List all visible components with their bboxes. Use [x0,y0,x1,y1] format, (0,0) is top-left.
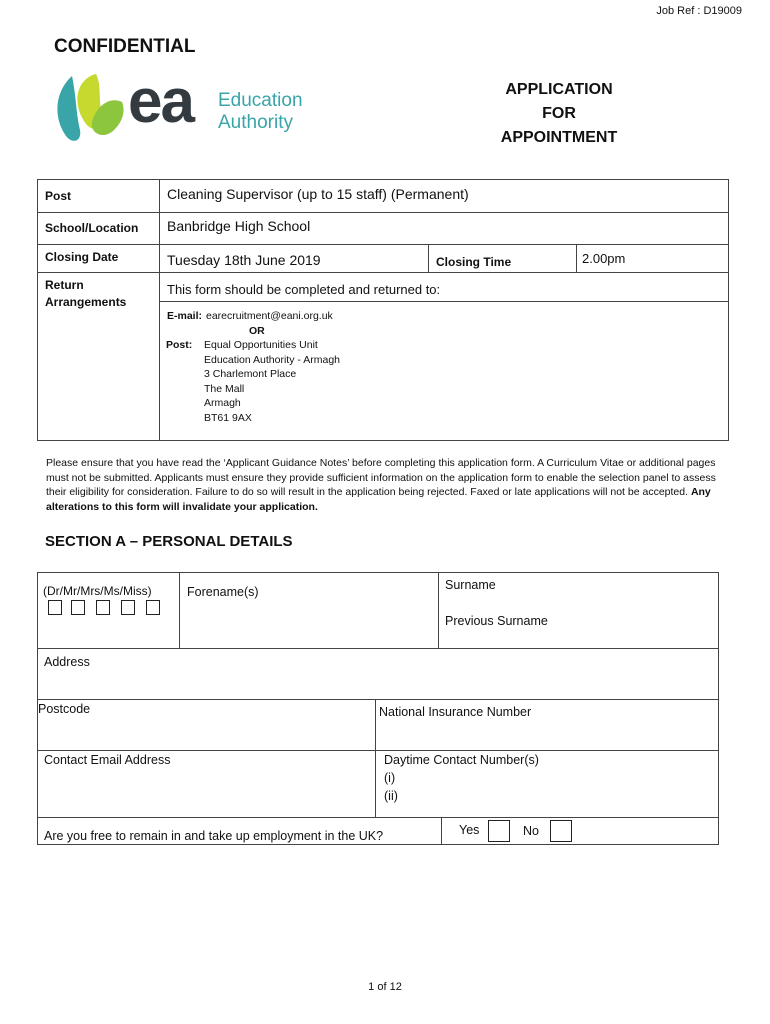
leaf-logo-icon [52,72,132,146]
surname-field[interactable]: Surname [445,578,496,592]
logo-ea-letters: ea [128,67,193,136]
daytime-number-i[interactable]: (i) [384,771,396,785]
guidance-paragraph [46,456,726,514]
uk-no-checkbox[interactable] [550,820,572,842]
title-checkbox-miss[interactable] [146,600,160,615]
job-reference: Job Ref : D19009 [656,5,742,17]
personal-details-form [37,572,719,845]
page-number: 1 of 12 [368,981,402,993]
ni-number-field[interactable]: National Insurance Number [379,705,532,719]
title-line-1: APPLICATION [505,81,613,98]
logo-line-2: Authority [218,112,293,133]
closing-time-value[interactable]: 2.00pm [582,251,626,266]
daytime-number-label: Daytime Contact Number(s) [384,753,539,767]
guidance-text: Please ensure that you have read the ‘Applicant Guidance Notes’ before completing this application form. A Curriculum Vitae or additional pages must not be submitted. Applicants must ensure they provide sufficient information on the application form to enable the selection panel to assess their eligibility for consideration. Failure to do so will result in the application being rejected. Faxed or late applications will not be accepted. [46,457,716,499]
post-value[interactable]: Cleaning Supervisor (up to 15 staff) (Permanent) [167,186,469,202]
section-a-heading: SECTION A – PERSONAL DETAILS [45,533,293,550]
contact-email-field[interactable]: Contact Email Address [44,753,171,767]
address-line: The Mall [204,383,245,395]
closing-date-value[interactable]: Tuesday 18th June 2019 [167,252,321,268]
email-value[interactable]: earecruitment@eani.org.uk [206,310,333,322]
yes-label: Yes [459,823,480,837]
title-checkbox-dr[interactable] [48,600,62,615]
postcode-field[interactable]: Postcode [38,702,91,716]
application-title [470,78,648,150]
return-label-1: Return [45,278,84,292]
confidential-heading: CONFIDENTIAL [54,36,196,57]
return-intro: This form should be completed and returned to: [167,282,441,297]
title-line-2: FOR [542,105,576,122]
address-line: BT61 9AX [204,412,252,424]
or-text: OR [249,325,265,337]
post-details-table [37,179,729,441]
address-field[interactable]: Address [44,655,90,669]
daytime-number-ii[interactable]: (ii) [384,789,398,803]
logo-text [218,90,303,134]
post-label: Post [45,189,72,203]
title-checkbox-mr[interactable] [71,600,85,615]
return-label-2: Arrangements [45,295,127,309]
address-line: 3 Charlemont Place [204,368,297,380]
logo-line-1: Education [218,90,303,111]
previous-surname-field[interactable]: Previous Surname [445,614,548,628]
address-line: Armagh [204,397,241,409]
school-value[interactable]: Banbridge High School [167,218,311,234]
email-label: E-mail: [167,310,203,322]
title-line-3: APPOINTMENT [500,129,618,146]
address-line: Equal Opportunities Unit [204,339,318,351]
post-address-label: Post: [166,339,193,351]
education-authority-logo [52,67,332,146]
school-label: School/Location [45,221,139,235]
address-line: Education Authority - Armagh [204,354,340,366]
guidance-bold: Any alterations to this form will invalidate your application. [46,486,711,513]
uk-yes-checkbox[interactable] [488,820,510,842]
closing-time-label: Closing Time [436,255,512,269]
forename-field[interactable]: Forename(s) [187,585,259,599]
title-checkbox-mrs[interactable] [96,600,110,615]
no-label: No [523,824,539,838]
title-checkbox-ms[interactable] [121,600,135,615]
closing-date-label: Closing Date [45,250,119,264]
uk-employment-question: Are you free to remain in and take up employment in the UK? [44,829,384,843]
title-field-label: (Dr/Mr/Mrs/Ms/Miss) [43,584,152,598]
